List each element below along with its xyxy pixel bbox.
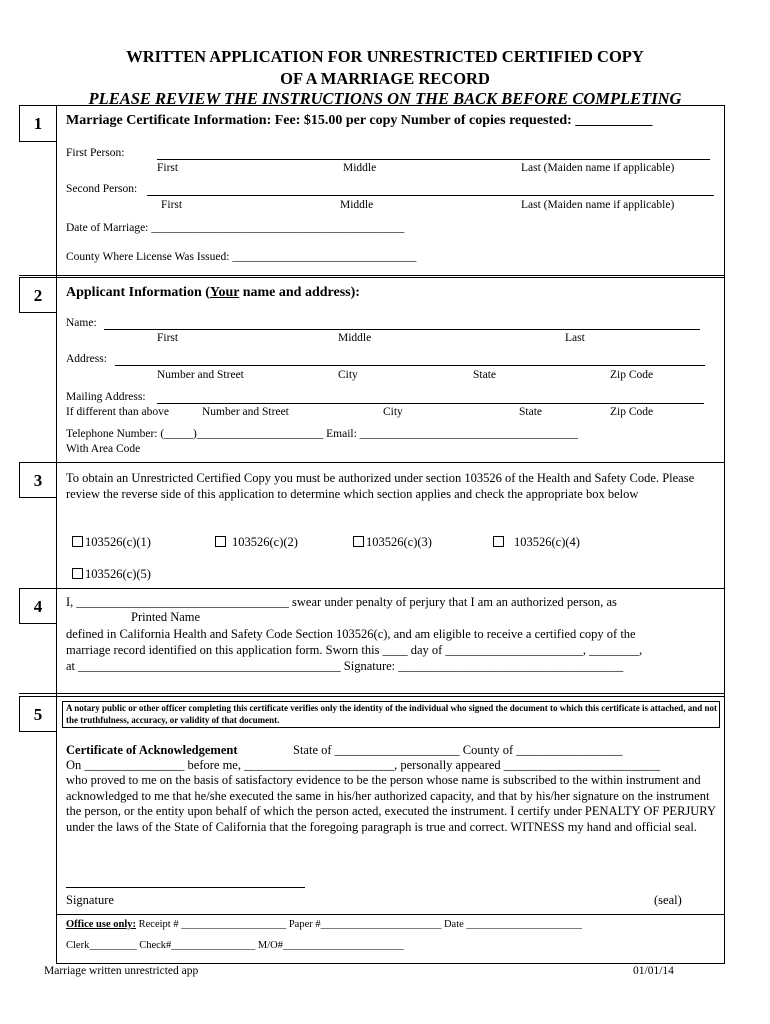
- mailing-street-caption: Number and Street: [202, 406, 289, 418]
- mailing-city-caption: City: [383, 406, 403, 418]
- checkbox-icon: [353, 536, 364, 547]
- applicant-name-input[interactable]: [104, 329, 700, 330]
- checkbox-icon: [215, 536, 226, 547]
- section-number-4: 4: [19, 588, 56, 624]
- checkbox-c3[interactable]: 103526(c)(3): [353, 535, 432, 550]
- checkbox-c5[interactable]: 103526(c)(5): [72, 567, 151, 582]
- mailing-zip-caption: Zip Code: [610, 406, 654, 418]
- seal-caption: (seal): [654, 893, 682, 907]
- checkbox-icon: [493, 536, 504, 547]
- state-county-field[interactable]: State of ____________________ County of _________________: [293, 743, 623, 757]
- address-input[interactable]: [115, 365, 705, 366]
- acknowledgement-body: who proved to me on the basis of satisfactory evidence to be the person whose name is subscribed to the within instrument and acknowledged to me that he/she executed the same in his/her authorized capacity, and that by his/her signature on the instrument the person, or the entity upon behalf of which the person acted, executed the instrument. I certify under PENALTY OF PERJURY under the laws of the State of California that the foregoing paragraph is true and correct. WITNESS my hand and official seal.: [66, 773, 716, 834]
- checkbox-icon: [72, 568, 83, 579]
- second-person-last-caption: Last (Maiden name if applicable): [521, 199, 675, 211]
- address-street-caption: Number and Street: [157, 369, 244, 381]
- first-person-middle-caption: Middle: [343, 162, 377, 174]
- county-license-field[interactable]: County Where License Was Issued: ________________________________: [66, 251, 417, 263]
- mailing-state-caption: State: [519, 406, 542, 418]
- office-use-label: Office use only:: [66, 919, 136, 930]
- section2-heading: Applicant Information (Your name and address):: [66, 285, 360, 300]
- footer-form-name: Marriage written unrestricted app: [44, 965, 199, 977]
- form-title-line2: OF A MARRIAGE RECORD: [280, 69, 490, 88]
- perjury-statement-line1[interactable]: I, __________________________________ swear under penalty of perjury that I am an authorized person, as: [66, 595, 617, 609]
- checkbox-c4[interactable]: 103526(c)(4): [493, 535, 580, 550]
- certificate-title: Certificate of Acknowledgement: [66, 743, 238, 757]
- sworn-date-field[interactable]: marriage record identified on this application form. Sworn this ____ day of ______________________, ________,: [66, 643, 643, 657]
- section-number-5: 5: [19, 696, 56, 732]
- instructions-banner: PLEASE REVIEW THE INSTRUCTIONS ON THE BACK BEFORE COMPLETING: [88, 89, 682, 105]
- section-number-2: 2: [19, 277, 56, 313]
- section-divider-1: [19, 275, 725, 276]
- area-code-caption: With Area Code: [66, 443, 141, 455]
- address-zip-caption: Zip Code: [610, 369, 654, 381]
- section-divider-2: [19, 462, 725, 463]
- form-title-line1: WRITTEN APPLICATION FOR UNRESTRICTED CERTIFIED COPY: [126, 47, 644, 66]
- applicant-middle-caption: Middle: [338, 332, 372, 344]
- notary-signature-caption: Signature: [66, 893, 114, 907]
- address-label: Address:: [66, 353, 107, 365]
- office-divider: [56, 914, 725, 915]
- first-person-last-caption: Last (Maiden name if applicable): [521, 162, 675, 174]
- date-of-marriage-field[interactable]: Date of Marriage: ____________________________________________: [66, 222, 405, 234]
- mailing-address-input[interactable]: [157, 403, 704, 404]
- office-receipt-fields[interactable]: Receipt # ____________________ Paper #_______________________ Date ______________________: [136, 919, 582, 930]
- applicant-name-label: Name:: [66, 317, 97, 329]
- notary-notice: A notary public or other officer completing this certificate verifies only the identity of the individual who signed the document to which this certificate is attached, and not the truthfulness, accuracy, or validity of that document.: [66, 703, 717, 725]
- checkbox-c1[interactable]: 103526(c)(1): [72, 535, 151, 550]
- if-different-caption: If different than above: [66, 406, 169, 418]
- first-person-label: First Person:: [66, 147, 125, 159]
- section-number-1: 1: [19, 105, 56, 142]
- first-person-input[interactable]: [157, 159, 710, 160]
- checkbox-icon: [72, 536, 83, 547]
- telephone-email-field[interactable]: Telephone Number: (_____)______________________ Email: ______________________________________: [66, 428, 579, 440]
- second-person-label: Second Person:: [66, 183, 138, 195]
- section1-heading: Marriage Certificate Information: Fee: $15.00 per copy Number of copies requested: ___________: [66, 113, 653, 128]
- address-city-caption: City: [338, 369, 358, 381]
- section3-instructions: To obtain an Unrestricted Certified Copy you must be authorized under section 103526 of the Health and Safety Code. Please review the reverse side of this application to determine which section applies and check the appropriate box below: [66, 471, 695, 501]
- address-state-caption: State: [473, 369, 496, 381]
- printed-name-caption: Printed Name: [131, 610, 201, 624]
- section-divider-4: [19, 693, 725, 694]
- footer-date: 01/01/14: [633, 965, 674, 977]
- checkbox-c2[interactable]: 103526(c)(2): [215, 535, 298, 550]
- acknowledgement-on-line[interactable]: On ________________ before me, ________________________, personally appeared _________________________: [66, 758, 661, 772]
- applicant-last-caption: Last: [565, 332, 585, 344]
- perjury-statement-line2: defined in California Health and Safety Code Section 103526(c), and am eligible to receive a certified copy of the: [66, 627, 636, 641]
- mailing-address-label: Mailing Address:: [66, 391, 146, 403]
- second-person-first-caption: First: [161, 199, 183, 211]
- section-number-3: 3: [19, 462, 56, 498]
- second-person-middle-caption: Middle: [340, 199, 374, 211]
- sworn-location-signature-field[interactable]: at __________________________________________ Signature: ____________________________________: [66, 659, 624, 673]
- office-use-row2[interactable]: Clerk_________ Check#________________ M/O#_______________________: [66, 940, 404, 951]
- first-person-first-caption: First: [157, 162, 179, 174]
- applicant-first-caption: First: [157, 332, 179, 344]
- section-divider-3: [19, 588, 725, 589]
- notary-signature-line[interactable]: [66, 887, 305, 888]
- office-use-row1: [66, 919, 582, 930]
- second-person-input[interactable]: [147, 195, 714, 196]
